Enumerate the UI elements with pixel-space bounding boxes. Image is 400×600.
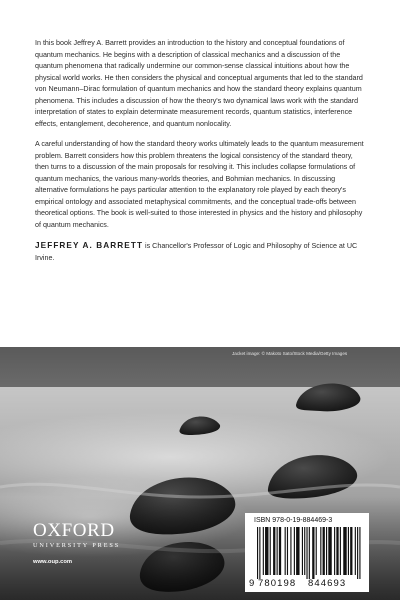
publisher-logo-oxford: OXFORD — [33, 520, 115, 541]
barcode-bar — [306, 527, 307, 579]
barcode-bar — [279, 527, 281, 575]
barcode-bar — [326, 527, 327, 575]
barcode-bar — [316, 527, 317, 575]
barcode-bar — [285, 527, 286, 575]
barcode-bar — [340, 527, 341, 575]
author-bio-text: is Chancellor's Professor of Logic and Philosophy of Science at UC Irvine. — [35, 242, 358, 262]
barcode-bar — [290, 527, 291, 575]
barcode-bar — [320, 527, 321, 575]
barcode-bar — [270, 527, 271, 575]
barcode-bar — [328, 527, 331, 575]
barcode-bar — [273, 527, 275, 575]
barcode-bar — [304, 527, 305, 575]
barcode-bar — [357, 527, 358, 579]
image-credit: Jacket image: © Makoto Sato/Stock Media/Getty Images — [232, 351, 348, 356]
publisher-website: www.oup.com — [33, 559, 73, 565]
barcode-digits-right: 844693 — [308, 578, 347, 589]
barcode-bar — [343, 527, 346, 575]
barcode-bar — [277, 527, 278, 575]
barcode-bar — [348, 527, 349, 575]
barcode-bar — [265, 527, 268, 575]
blurb — [35, 38, 367, 264]
barcode-bar — [359, 527, 360, 579]
author-bio — [35, 240, 367, 264]
barcode-bar — [296, 527, 299, 575]
isbn-label: ISBN 978-0-19-884469-3 — [254, 517, 333, 524]
barcode-bar — [287, 527, 288, 575]
publisher-block — [33, 521, 143, 565]
barcode-icon — [257, 527, 361, 579]
barcode-bar — [355, 527, 356, 575]
barcode-bar — [294, 527, 295, 575]
barcode-bar — [334, 527, 335, 575]
isbn-barcode-box — [245, 513, 369, 592]
barcode-digits — [249, 578, 369, 589]
barcode-bar — [263, 527, 264, 575]
barcode-digits-left: 780198 — [258, 578, 297, 589]
barcode-bar — [312, 527, 314, 579]
publisher-logo-university-press: UNIVERSITY PRESS — [33, 542, 121, 549]
barcode-bar — [257, 527, 258, 579]
barcode-bar — [350, 527, 352, 575]
barcode-bar — [259, 527, 260, 579]
barcode-digit-first: 9 — [249, 578, 255, 589]
blurb-paragraph-1: In this book Jeffrey A. Barrett provides an introduction to the history and conceptual foundations of quantum mechanics. He begins with a description of classical mechanics and a discussion of the quantum phenomena that radically undermine our common-sense classical intuitions about how the physical world works. He then considers the physical and conceptual arguments that led to the standard von Neumann–Dirac formulation of quantum mechanics and how the standard theory explains quantum phenomena. This includes a discussion of how the theory's two dynamical laws work with the standard interpretation of states to explain determinate measurement records, quantum statistics, interference effects, entanglement, decoherence, and quantum nonlocality. — [35, 39, 363, 128]
author-name: JEFFREY A. BARRETT — [35, 241, 144, 250]
barcode-bar — [309, 527, 310, 579]
barcode-bar — [323, 527, 325, 575]
blurb-paragraph-2: A careful understanding of how the standard theory works ultimately leads to the quantum measurement problem. Barrett considers how this problem threatens the logical consistency of the standard theory, then turns to a discussion of the main proposals for resolving it. This includes collapse formulations of quantum mechanics, the various many-worlds theories, and Bohmian mechanics. In discussing alternative formulations he pays particular attention to the explanatory role played by each theory's empirical ontology and associated metaphysical commitments, and the conceptual trade-offs between theoretical options. The book is well-suited to those interested in physics and the history and philosophy of quantum mechanics. — [35, 140, 364, 229]
barcode-bar — [336, 527, 338, 575]
barcode-bar — [302, 527, 303, 575]
